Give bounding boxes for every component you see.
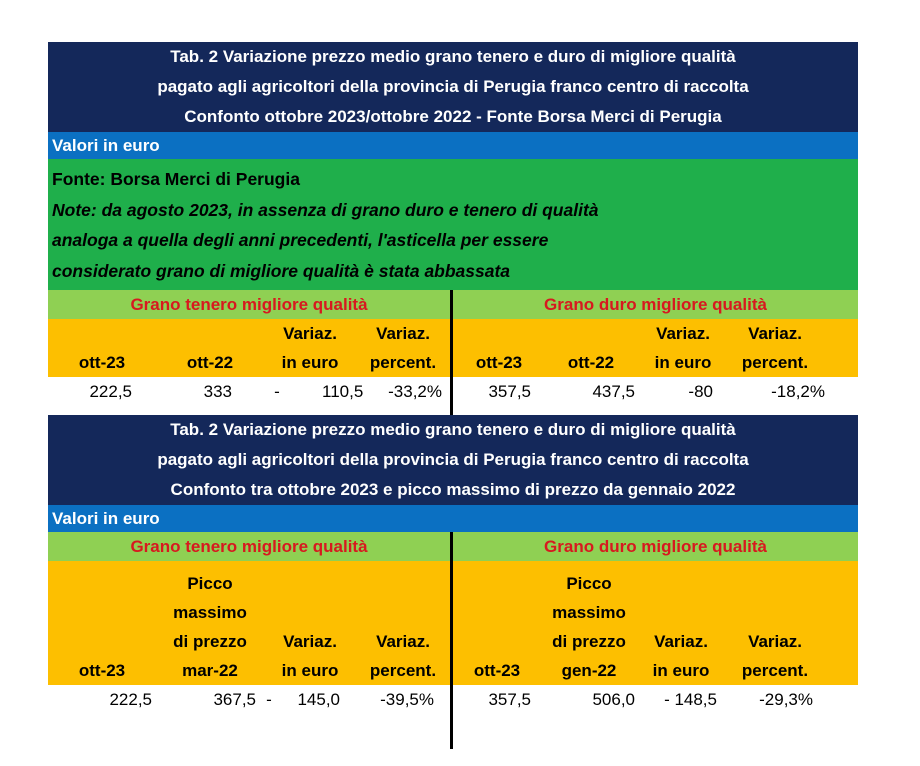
column-header [541, 569, 637, 685]
table2-duro-group-label: Grano duro migliore qualità [453, 532, 858, 561]
value-cell: 145,0 [297, 690, 340, 709]
column-header [637, 627, 725, 685]
value-cell: -33,2% [388, 382, 442, 401]
table2-title-line: Confonto tra ottobre 2023 e picco massimo di prezzo da gennaio 2022 [170, 480, 736, 499]
table2-duro-values-row [453, 685, 858, 715]
table2-tenero-group-label: Grano tenero migliore qualità [48, 532, 450, 561]
column-header-line: in euro [281, 661, 339, 680]
column-header [356, 627, 450, 685]
value-cell: - [274, 382, 280, 401]
table1-tenero-values-row [48, 377, 450, 407]
table2-duro-header-row [453, 561, 858, 685]
divider-spacer [453, 715, 858, 749]
column-header-line: mar-22 [182, 661, 238, 680]
column-header-line: percent. [369, 353, 437, 372]
column-header-line: ott-23 [475, 353, 523, 372]
table2-tenero-values-row [48, 685, 450, 715]
table2-unit-label: Valori in euro [48, 505, 858, 532]
table2-body [48, 532, 858, 715]
table-bottom [48, 715, 858, 749]
table1-title-line: Tab. 2 Variazione prezzo medio grano tenero e duro di migliore qualità [170, 47, 736, 66]
value-cell: 357,5 [488, 690, 531, 709]
column-header-line: Variaz. [656, 324, 710, 343]
table2-title [48, 415, 858, 505]
column-header-line: di prezzo [173, 632, 247, 651]
value-cell: 506,0 [592, 690, 635, 709]
table1-title-line: pagato agli agricoltori della provincia di Perugia franco centro di raccolta [157, 77, 749, 96]
column-header [729, 319, 821, 377]
table1-note-line: analoga a quella degli anni precedenti, l'asticella per essere [52, 230, 549, 250]
table1-duro-section [453, 290, 858, 407]
value-cell: -80 [688, 382, 713, 401]
table1-source-label: Fonte: Borsa Merci di Perugia [52, 169, 300, 189]
table1-title-line: Confonto ottobre 2023/ottobre 2022 - Fonte Borsa Merci di Perugia [184, 107, 722, 126]
column-header [48, 348, 156, 377]
tables-container [48, 42, 858, 749]
column-header [156, 348, 264, 377]
column-header-line: in euro [654, 353, 712, 372]
divider-segment [48, 407, 453, 415]
divider-segment [48, 715, 453, 749]
table2-tenero-header-row [48, 561, 450, 685]
column-header-line: di prezzo [552, 632, 626, 651]
column-header-line: in euro [281, 353, 339, 372]
column-header-line: in euro [652, 661, 710, 680]
column-header-line: ott-23 [78, 661, 126, 680]
value-cell: -29,3% [759, 690, 813, 709]
column-header-line: Picco [187, 574, 233, 593]
column-header-line: Variaz. [748, 632, 802, 651]
column-header-line: ott-22 [567, 353, 615, 372]
column-header-line: Variaz. [283, 632, 337, 651]
value-cell: -18,2% [771, 382, 825, 401]
column-header-line: ott-23 [473, 661, 521, 680]
column-header-line: gen-22 [561, 661, 617, 680]
value-cell: 357,5 [488, 382, 531, 401]
column-header-line: ott-22 [186, 353, 234, 372]
table1-tenero-header-row [48, 319, 450, 377]
column-header [725, 627, 825, 685]
table2-title-line: Tab. 2 Variazione prezzo medio grano tenero e duro di migliore qualità [170, 420, 736, 439]
column-header-line: percent. [369, 661, 437, 680]
divider-spacer [453, 407, 858, 415]
column-header [356, 319, 450, 377]
table1-unit-label: Valori in euro [48, 132, 858, 159]
column-header [264, 319, 356, 377]
table1-duro-header-row [453, 319, 858, 377]
column-header [48, 656, 156, 685]
column-header-line: Variaz. [748, 324, 802, 343]
value-cell: 333 [203, 382, 232, 401]
value-cell: 222,5 [89, 382, 132, 401]
value-cell: - 148,5 [664, 690, 717, 709]
column-header-line: massimo [552, 603, 626, 622]
column-header-line: Variaz. [283, 324, 337, 343]
column-header-line: percent. [741, 353, 809, 372]
value-cell: -39,5% [380, 690, 434, 709]
table2-duro-section [453, 532, 858, 715]
table2-title-line: pagato agli agricoltori della provincia di Perugia franco centro di raccolta [157, 450, 749, 469]
value-cell: 222,5 [109, 690, 152, 709]
column-header [545, 348, 637, 377]
table1-duro-values-row [453, 377, 858, 407]
value-cell: 367,5 [213, 690, 256, 709]
table-gap [48, 407, 858, 415]
column-header [453, 348, 545, 377]
column-header-line: ott-23 [78, 353, 126, 372]
column-header [453, 656, 541, 685]
column-header-line: Variaz. [654, 632, 708, 651]
table1-note-line: considerato grano di migliore qualità è stata abbassata [52, 260, 511, 281]
value-cell: 437,5 [592, 382, 635, 401]
column-header [264, 627, 356, 685]
table1-note-line: Note: da agosto 2023, in assenza di grano duro e tenero di qualità [52, 199, 599, 220]
column-header-line: Picco [566, 574, 612, 593]
table2-tenero-section [48, 532, 453, 715]
value-cell: - [266, 690, 272, 709]
table1-tenero-group-label: Grano tenero migliore qualità [48, 290, 450, 319]
column-header [156, 569, 264, 685]
table1-source-box [48, 159, 858, 290]
table1-title [48, 42, 858, 132]
column-header [637, 319, 729, 377]
table1-tenero-section [48, 290, 453, 407]
column-header-line: massimo [173, 603, 247, 622]
column-header-line: Variaz. [376, 324, 430, 343]
column-header-line: Variaz. [376, 632, 430, 651]
value-cell: 110,5 [322, 382, 364, 401]
table1-duro-group-label: Grano duro migliore qualità [453, 290, 858, 319]
table1-body [48, 290, 858, 407]
column-header-line: percent. [741, 661, 809, 680]
